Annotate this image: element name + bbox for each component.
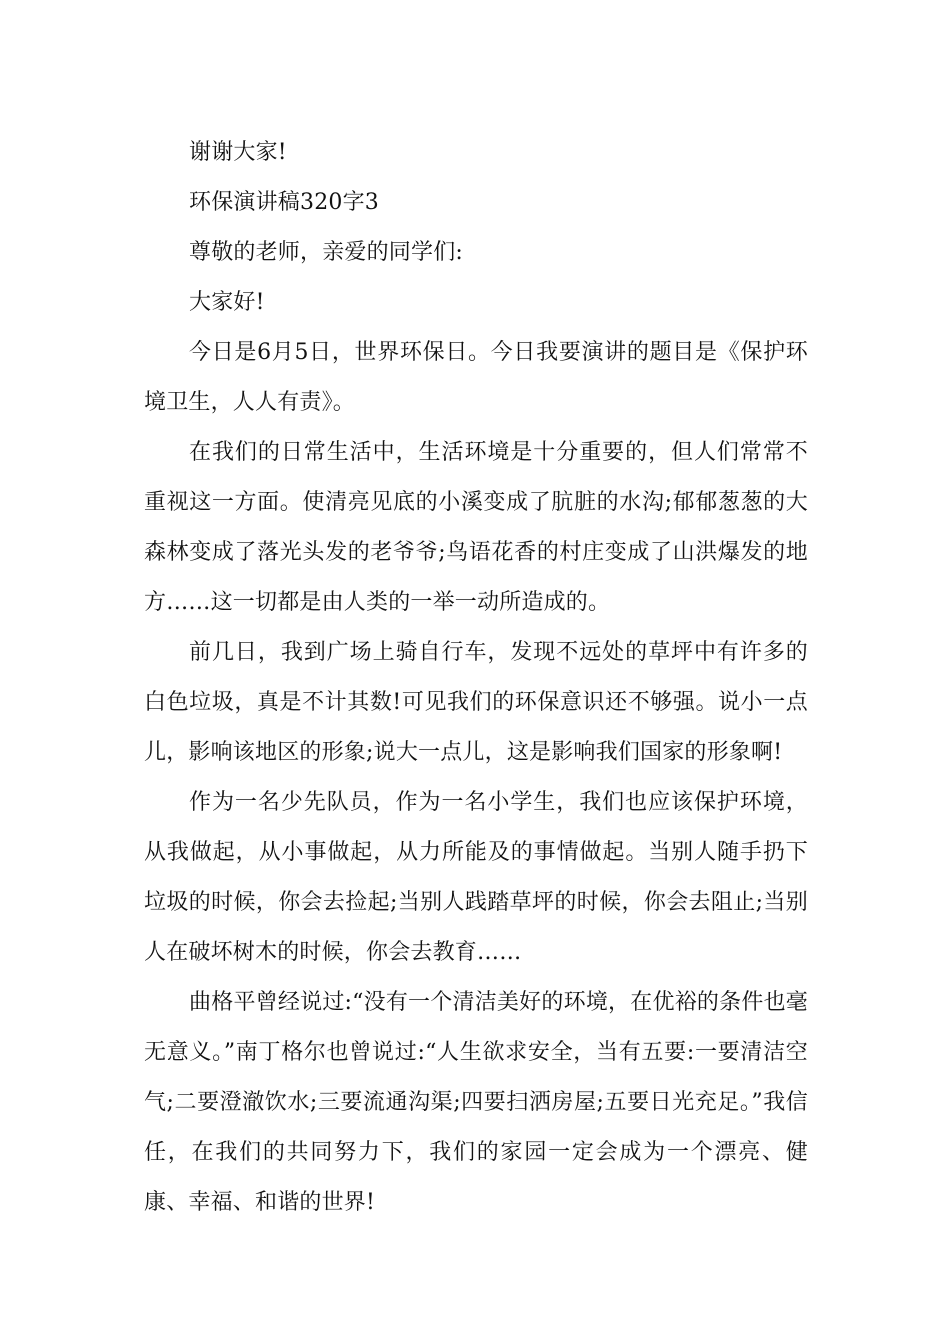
body-paragraph-quotes: 曲格平曾经说过:“没有一个清洁美好的环境，在优裕的条件也毫无意义。”南丁格尔也曾说过:“人生欲求安全，当有五要:一要清洁空气;二要澄澈饮水;三要流通沟渠;四要扫洒房屋;五要日光充足。”我信任，在我们的共同努力下，我们的家园一定会成为一个漂亮、健康、幸福、和谐的世界! bbox=[144, 990, 808, 1215]
body-paragraph-action: 作为一名少先队员，作为一名小学生，我们也应该保护环境，从我做起，从小事做起，从力所能及的事情做起。当别人随手扔下垃圾的时候，你会去捡起;当别人践踏草坪的时候，你会去阻止;当别人在破坏树木的时候，你会去教育…… bbox=[144, 790, 808, 965]
body-paragraph-environment: 在我们的日常生活中，生活环境是十分重要的，但人们常常不重视这一方面。使清亮见底的小溪变成了肮脏的水沟;郁郁葱葱的大森林变成了落光头发的老爷爷;鸟语花香的村庄变成了山洪爆发的地方……这一切都是由人类的一举一动所造成的。 bbox=[144, 440, 808, 615]
speech-title: 环保演讲稿320字3 bbox=[189, 190, 379, 215]
salutation: 尊敬的老师，亲爱的同学们: bbox=[189, 240, 464, 265]
body-paragraph-observation: 前几日，我到广场上骑自行车，发现不远处的草坪中有许多的白色垃圾，真是不计其数!可见我们的环保意识还不够强。说小一点儿，影响该地区的形象;说大一点儿，这是影响我们国家的形象啊! bbox=[144, 640, 808, 765]
closing-thanks: 谢谢大家! bbox=[189, 140, 287, 165]
body-paragraph-intro: 今日是6月5日，世界环保日。今日我要演讲的题目是《保护环境卫生，人人有责》。 bbox=[144, 340, 808, 415]
document-page bbox=[144, 128, 808, 1228]
greeting: 大家好! bbox=[189, 290, 265, 315]
